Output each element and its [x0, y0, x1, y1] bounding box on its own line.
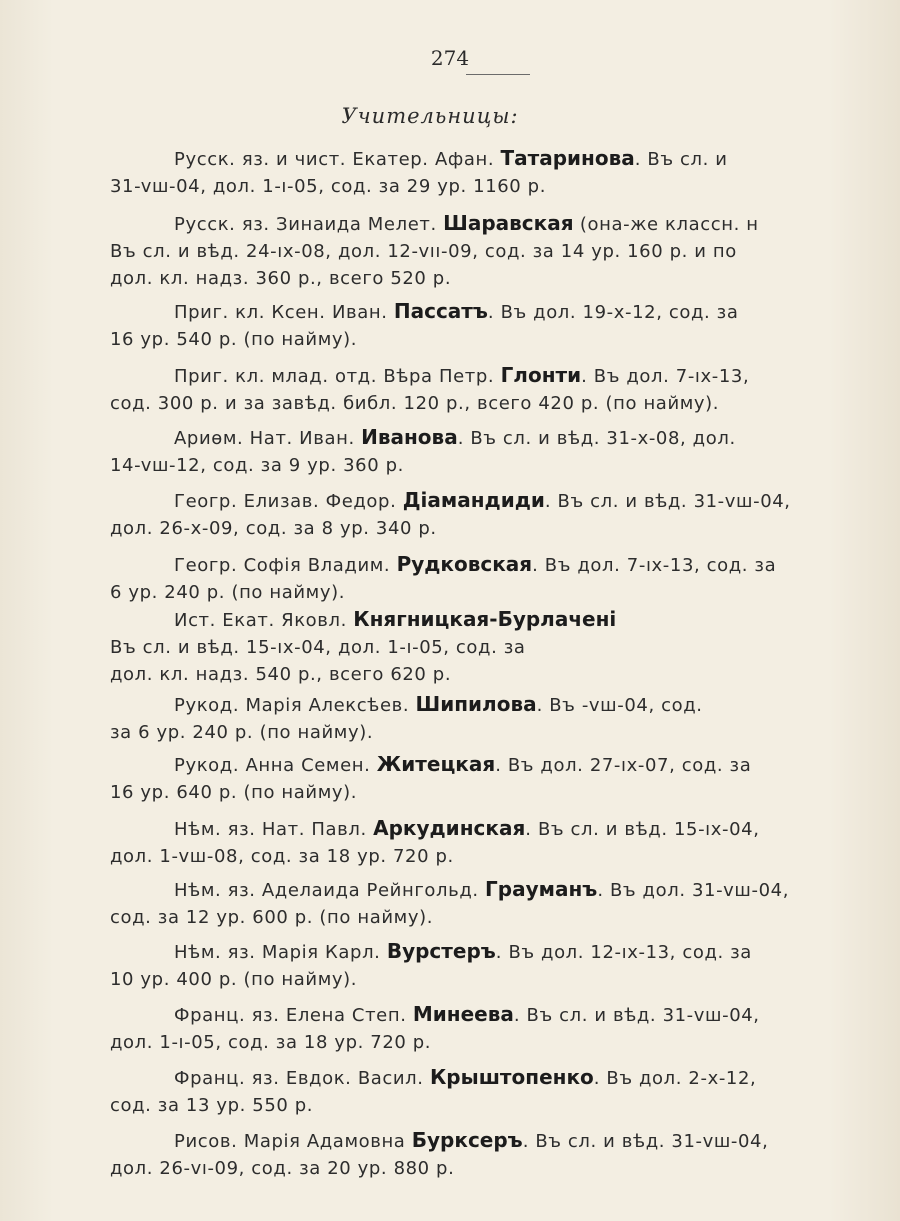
- entry-line-2: за 6 ур. 240 р. (по найму).: [110, 722, 374, 743]
- entry-line-3: дол. кл. надз. 360 р., всего 520 р.: [110, 268, 452, 289]
- teacher-entry: [110, 1127, 890, 1182]
- teacher-surname: Аркудинская: [373, 816, 526, 840]
- entry-line-2: сод. за 12 ур. 600 р. (по найму).: [110, 907, 434, 928]
- entry-line-2: сод. за 13 ур. 550 р.: [110, 1095, 314, 1116]
- entry-line-2: Въ сл. и вѣд. 24-ıx-08, дол. 12-vıı-09, сод. за 14 ур. 160 р. и по: [110, 241, 737, 262]
- teacher-entry: [110, 606, 890, 688]
- entry-line-1: Франц. яз. Евдок. Васил. Крыштопенко. Въ дол. 2-х-12,: [174, 1065, 757, 1089]
- entry-line-2: дол. 26-х-09, сод. за 8 ур. 340 р.: [110, 518, 437, 539]
- teacher-entry: [110, 210, 890, 292]
- teacher-entry: [110, 938, 890, 993]
- entry-line-2: сод. 300 р. и за завѣд. библ. 120 р., всего 420 р. (по найму).: [110, 393, 720, 414]
- entry-line-1: Рукод. Анна Семен. Житецкая. Въ дол. 27-ıx-07, сод. за: [174, 752, 752, 776]
- entry-line-2: 16 ур. 540 р. (по найму).: [110, 329, 358, 350]
- entry-line-1: Ариѳм. Нат. Иван. Иванова. Въ сл. и вѣд. 31-х-08, дол.: [174, 425, 736, 449]
- teacher-surname: Иванова: [361, 425, 458, 449]
- entry-line-2: дол. 26-vı-09, сод. за 20 ур. 880 р.: [110, 1158, 455, 1179]
- entry-line-2: 31-vш-04, дол. 1-ı-05, сод. за 29 ур. 1160 р.: [110, 176, 547, 197]
- entry-line-1: Нѣм. яз. Марія Карл. Вурстеръ. Въ дол. 12-ıx-13, сод. за: [174, 939, 752, 963]
- teacher-entry: [110, 1064, 890, 1119]
- entry-line-1: Нѣм. яз. Аделаида Рейнгольд. Грауманъ. Въ дол. 31-vш-04,: [174, 877, 790, 901]
- section-title: Учительницы:: [341, 104, 519, 128]
- entry-line-2: дол. 1-ı-05, сод. за 18 ур. 720 р.: [110, 1032, 432, 1053]
- entry-line-1: Русск. яз. и чист. Екатер. Афан. Татаринова. Въ сл. и: [174, 146, 728, 170]
- teacher-entry: [110, 145, 890, 200]
- teacher-surname: Діамандиди: [402, 488, 545, 512]
- teacher-surname: Глонти: [500, 363, 582, 387]
- teacher-surname: Шаравская: [443, 211, 574, 235]
- teacher-entry: [110, 362, 890, 417]
- entry-line-1: Нѣм. яз. Нат. Павл. Аркудинская. Въ сл. и вѣд. 15-ıx-04,: [174, 816, 760, 840]
- entry-line-1: Геогр. Елизав. Федор. Діамандиди. Въ сл. и вѣд. 31-vш-04,: [174, 488, 791, 512]
- teacher-entry: [110, 751, 890, 806]
- page-number-rule: [466, 74, 530, 75]
- entry-line-2: 16 ур. 640 р. (по найму).: [110, 782, 358, 803]
- teacher-surname: Шипилова: [415, 692, 537, 716]
- entry-line-3: дол. кл. надз. 540 р., всего 620 р.: [110, 664, 452, 685]
- entry-line-1: Ист. Екат. Яковл. Княгницкая-Бурлачені: [174, 607, 617, 631]
- teacher-surname: Княгницкая-Бурлачені: [353, 607, 617, 631]
- teacher-surname: Рудковская: [396, 552, 533, 576]
- teacher-surname: Крыштопенко: [429, 1065, 594, 1089]
- entry-line-1: Рисов. Марія Адамовна Бурксеръ. Въ сл. и вѣд. 31-vш-04,: [174, 1128, 769, 1152]
- teacher-surname: Татаринова: [500, 146, 635, 170]
- entry-line-1: Геогр. Софія Владим. Рудковская. Въ дол. 7-ıx-13, сод. за: [174, 552, 777, 576]
- teacher-entry: [110, 424, 890, 479]
- teacher-surname: Минеева: [412, 1002, 514, 1026]
- teacher-entry: [110, 691, 890, 746]
- teacher-entry: [110, 815, 890, 870]
- teacher-surname: Грауманъ: [485, 877, 598, 901]
- teacher-surname: Вурстеръ: [386, 939, 496, 963]
- teacher-entry: [110, 876, 890, 931]
- teacher-surname: Пассатъ: [393, 299, 488, 323]
- page-number: 274: [430, 46, 470, 70]
- teacher-entry: [110, 487, 890, 542]
- teacher-surname: Бурксеръ: [411, 1128, 523, 1152]
- entry-line-1: Русск. яз. Зинаида Мелет. Шаравская (она-же классн. н: [174, 211, 759, 235]
- entry-line-1: Приг. кл. млад. отд. Вѣра Петр. Глонти. Въ дол. 7-ıx-13,: [174, 363, 750, 387]
- entry-line-2: дол. 1-vш-08, сод. за 18 ур. 720 р.: [110, 846, 454, 867]
- entry-line-2: 14-vш-12, сод. за 9 ур. 360 р.: [110, 455, 404, 476]
- entry-line-1: Рукод. Марія Алексѣев. Шипилова. Въ -vш-04, сод.: [174, 692, 703, 716]
- entry-line-2: Въ сл. и вѣд. 15-ıx-04, дол. 1-ı-05, сод. за: [110, 637, 526, 658]
- teacher-entry: [110, 1001, 890, 1056]
- entry-line-2: 6 ур. 240 р. (по найму).: [110, 582, 346, 603]
- entry-line-1: Приг. кл. Ксен. Иван. Пассатъ. Въ дол. 19-х-12, сод. за: [174, 299, 739, 323]
- teacher-entry: [110, 298, 890, 353]
- teacher-surname: Житецкая: [376, 752, 496, 776]
- entry-line-2: 10 ур. 400 р. (по найму).: [110, 969, 358, 990]
- entry-line-1: Франц. яз. Елена Степ. Минеева. Въ сл. и вѣд. 31-vш-04,: [174, 1002, 760, 1026]
- teacher-entry: [110, 551, 890, 606]
